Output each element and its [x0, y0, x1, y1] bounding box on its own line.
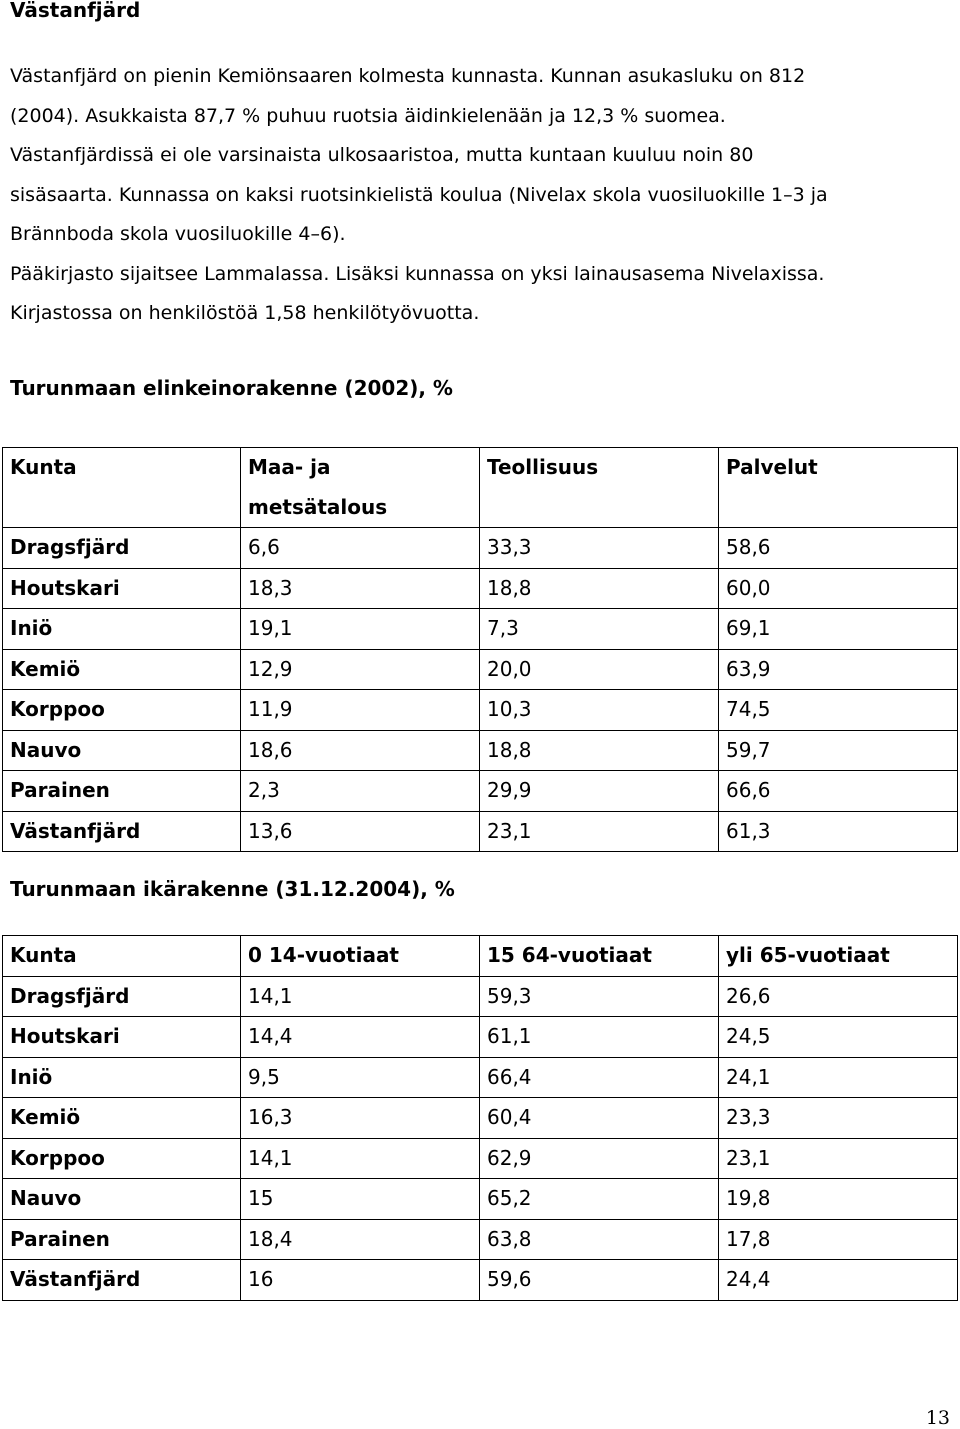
header-cell: 15 64-vuotiaat	[480, 936, 719, 977]
value-cell: 63,9	[719, 649, 958, 690]
value-cell: 12,9	[241, 649, 480, 690]
municipality-cell: Nauvo	[3, 1179, 241, 1220]
table-row	[3, 609, 958, 650]
municipality-cell: Houtskari	[3, 1017, 241, 1058]
value-cell: 9,5	[241, 1057, 480, 1098]
age-structure-table	[2, 935, 958, 1301]
value-cell: 63,8	[480, 1219, 719, 1260]
value-cell: 66,4	[480, 1057, 719, 1098]
municipality-cell: Västanfjärd	[3, 1260, 241, 1301]
value-cell: 18,6	[241, 730, 480, 771]
value-cell: 23,1	[480, 811, 719, 852]
value-cell: 26,6	[719, 976, 958, 1017]
value-cell: 18,8	[480, 730, 719, 771]
value-cell: 59,6	[480, 1260, 719, 1301]
municipality-cell: Västanfjärd	[3, 811, 241, 852]
municipality-cell: Dragsfjärd	[3, 976, 241, 1017]
header-text: metsätalous	[248, 494, 388, 519]
table1-title: Turunmaan elinkeinorakenne (2002), %	[10, 376, 453, 400]
header-cell: Kunta	[3, 936, 241, 977]
value-cell: 14,1	[241, 976, 480, 1017]
table-row	[3, 690, 958, 731]
value-cell: 20,0	[480, 649, 719, 690]
paragraph-line: (2004). Asukkaista 87,7 % puhuu ruotsia äidinkielenään ja 12,3 % suomea.	[10, 104, 726, 127]
value-cell: 18,8	[480, 568, 719, 609]
table-row	[3, 1057, 958, 1098]
table-header-row	[3, 936, 958, 977]
paragraph-line: Västanfjärdissä ei ole varsinaista ulkosaaristoa, mutta kuntaan kuuluu noin 80	[10, 144, 754, 166]
header-cell	[241, 448, 480, 528]
value-cell: 7,3	[480, 609, 719, 650]
table2-title: Turunmaan ikärakenne (31.12.2004), %	[10, 877, 455, 901]
table-row	[3, 976, 958, 1017]
value-cell: 59,7	[719, 730, 958, 771]
header-text: Teollisuus	[487, 455, 599, 479]
municipality-cell: Iniö	[3, 1057, 241, 1098]
value-cell: 10,3	[480, 690, 719, 731]
paragraph-line: Pääkirjasto sijaitsee Lammalassa. Lisäksi kunnassa on yksi lainausasema Nivelaxissa.	[10, 262, 825, 285]
value-cell: 66,6	[719, 771, 958, 812]
municipality-cell: Kemiö	[3, 1098, 241, 1139]
header-cell	[480, 448, 719, 528]
value-cell: 33,3	[480, 528, 719, 569]
value-cell: 15	[241, 1179, 480, 1220]
value-cell: 19,8	[719, 1179, 958, 1220]
value-cell: 65,2	[480, 1179, 719, 1220]
value-cell: 24,4	[719, 1260, 958, 1301]
municipality-cell: Parainen	[3, 1219, 241, 1260]
value-cell: 14,4	[241, 1017, 480, 1058]
value-cell: 16,3	[241, 1098, 480, 1139]
page-number: 13	[925, 1407, 950, 1429]
intro-paragraph	[10, 57, 955, 334]
value-cell: 6,6	[241, 528, 480, 569]
value-cell: 24,5	[719, 1017, 958, 1058]
value-cell: 60,4	[480, 1098, 719, 1139]
municipality-cell: Korppoo	[3, 690, 241, 731]
paragraph-line: Västanfjärd on pienin Kemiönsaaren kolmesta kunnasta. Kunnan asukasluku on 812	[10, 65, 806, 87]
header-text: Maa- ja	[248, 455, 331, 479]
value-cell: 59,3	[480, 976, 719, 1017]
table-row	[3, 1098, 958, 1139]
value-cell: 58,6	[719, 528, 958, 569]
table-row	[3, 811, 958, 852]
value-cell: 23,1	[719, 1138, 958, 1179]
header-cell: 0 14-vuotiaat	[241, 936, 480, 977]
header-cell: yli 65-vuotiaat	[719, 936, 958, 977]
value-cell: 14,1	[241, 1138, 480, 1179]
municipality-cell: Iniö	[3, 609, 241, 650]
table-row	[3, 568, 958, 609]
table-row	[3, 1138, 958, 1179]
table-header-row	[3, 448, 958, 528]
value-cell: 18,3	[241, 568, 480, 609]
table-row	[3, 1219, 958, 1260]
value-cell: 18,4	[241, 1219, 480, 1260]
value-cell: 61,1	[480, 1017, 719, 1058]
table-row	[3, 1017, 958, 1058]
paragraph-line: sisäsaarta. Kunnassa on kaksi ruotsinkielistä koulua (Nivelax skola vuosiluokille 1–3 ja	[10, 183, 828, 206]
value-cell: 17,8	[719, 1219, 958, 1260]
value-cell: 29,9	[480, 771, 719, 812]
value-cell: 74,5	[719, 690, 958, 731]
industry-structure-table	[2, 447, 958, 852]
page-title: Västanfjärd	[10, 0, 141, 22]
value-cell: 60,0	[719, 568, 958, 609]
value-cell: 11,9	[241, 690, 480, 731]
header-cell	[719, 448, 958, 528]
value-cell: 23,3	[719, 1098, 958, 1139]
paragraph-line: Brännboda skola vuosiluokille 4–6).	[10, 223, 346, 245]
value-cell: 19,1	[241, 609, 480, 650]
table-row	[3, 730, 958, 771]
value-cell: 61,3	[719, 811, 958, 852]
value-cell: 62,9	[480, 1138, 719, 1179]
municipality-cell: Houtskari	[3, 568, 241, 609]
paragraph-line: Kirjastossa on henkilöstöä 1,58 henkilötyövuotta.	[10, 302, 480, 324]
municipality-cell: Dragsfjärd	[3, 528, 241, 569]
header-text: Palvelut	[726, 455, 818, 479]
value-cell: 16	[241, 1260, 480, 1301]
table-row	[3, 1260, 958, 1301]
value-cell: 2,3	[241, 771, 480, 812]
municipality-cell: Kemiö	[3, 649, 241, 690]
table-row	[3, 649, 958, 690]
header-cell	[3, 448, 241, 528]
municipality-cell: Nauvo	[3, 730, 241, 771]
table-row	[3, 771, 958, 812]
table-row	[3, 528, 958, 569]
header-text: Kunta	[10, 455, 77, 479]
value-cell: 69,1	[719, 609, 958, 650]
value-cell: 13,6	[241, 811, 480, 852]
table-row	[3, 1179, 958, 1220]
municipality-cell: Korppoo	[3, 1138, 241, 1179]
municipality-cell: Parainen	[3, 771, 241, 812]
value-cell: 24,1	[719, 1057, 958, 1098]
